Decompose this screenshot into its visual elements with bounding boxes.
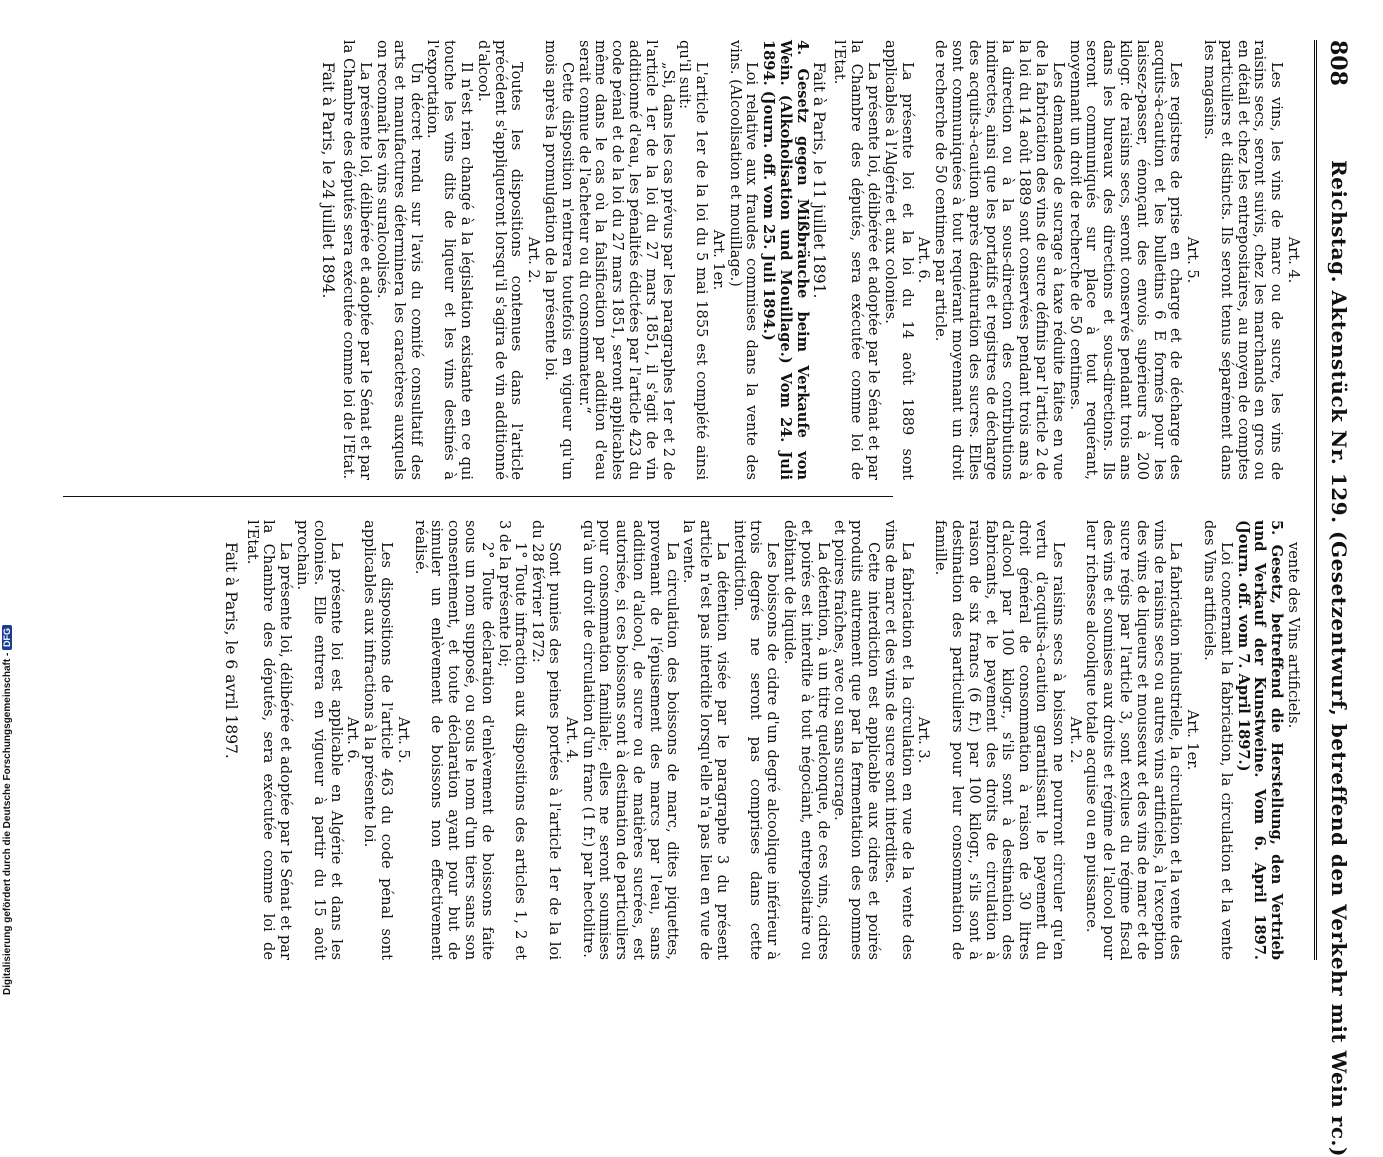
law-number: 5.: [1268, 520, 1286, 536]
article-heading: Art. 1er.: [709, 229, 727, 291]
page-number: 808: [1325, 40, 1351, 86]
signoff-line: Fait à Paris, le 24 juillet 1894.: [318, 62, 337, 299]
law-title-text: Gesetz, betreffend die Herstellung, den Vertrieb und Verkauf der Kunstweine. Vom 6. April 1897. (Journ. off. vom 7. April 1897.): [1234, 520, 1286, 960]
paragraph: La présente loi, délibérée et adoptée par le Sénat et par la Chambre des députés, sera exécutée comme loi de l'Etat.: [243, 520, 295, 960]
law-number: 4.: [793, 40, 811, 56]
paragraph: Les demandes de sucrage à taxe réduite faites en vue de la fabrication des vins de sucre définis par l'article 2 de la loi du 14 août 1889 sont conservées pendant trois ans à la direction ou à la sous-direction des contributions indirectes, ainsi que les portatifs et registres de décharge des acquits-à-caution après dénaturation des sucres. Elles sont communiquées à tout requérant moyennant un droit de recherche de 50 centimes par article.: [932, 40, 1067, 480]
paragraph: La présente loi est applicable en Algérie et dans les colonies. Elle entrera en vigueur à partir du 15 août prochain.: [293, 520, 345, 960]
paragraph: Les raisins secs à boisson ne pourront circuler qu'en vertu d'acquits-à-caution garantissant le payement du droit général de consommation à raison de 30 litres d'alcool par 100 kilogr., s'ils sont à destination des fabricants, et le payement des droits de circulation à raison de six francs (6 fr.) par 100 kilogr., s'ils sont à destination des particuliers pour leur consommation de famille.: [932, 520, 1067, 960]
paragraph: Cette disposition n'entrera toutefois en vigueur qu'un mois après la promulgation de la présente loi.: [541, 40, 576, 480]
paragraph: La présente loi, délibérée et adoptée par le Sénat et par la Chambre des députés, sera exécutée comme loi de l'Etat.: [831, 40, 883, 480]
digitization-credit: [2, 615, 16, 995]
paragraph: La détention, à un titre quelconque, de ces vins, cidres et poirés est interdite à tout négociant, entrepositaire ou débitant de liquide.: [781, 520, 832, 960]
paragraph: La présente loi et la loi du 14 août 1889 sont applicables à l'Algérie et aux colonies.: [881, 40, 916, 480]
article-heading: Art. 4.: [562, 716, 580, 764]
paragraph: La détention visée par le paragraphe 3 du présent article n'est pas interdite lorsqu'elle n'a pas lieu en vue de la vente.: [680, 520, 731, 960]
paragraph: vente des Vins artificiels.: [1285, 542, 1302, 729]
paragraph: Un décret rendu sur l'avis du comité consultatif des arts et manufactures déterminera les caractères auxquels on reconnaît les vins suralcoolisés.: [373, 40, 425, 480]
article-heading: Art. 5.: [394, 716, 412, 764]
article-heading: Art. 6.: [344, 716, 362, 764]
paragraph: Loi concernant la fabrication, la circulation et la vente des Vins artificiels.: [1201, 520, 1235, 960]
paragraph: Loi relative aux fraudes commises dans la vente des vins. (Alcoolisation et mouillage.): [726, 40, 761, 480]
paragraph: Les dispositions de l'article 463 du code pénal sont applicables aux infractions à la présente loi.: [361, 520, 395, 960]
signoff-line: Fait à Paris, le 6 avril 1897.: [221, 542, 240, 759]
page-header: [1314, 40, 1353, 1157]
paragraph: La fabrication industrielle, la circulation et la vente des vins de raisins secs ou autres vins artificiels, à l'exception des vins de liqueurs et mousseux et des vins de marc et de sucre régis par l'article 3, sont exclues du régime fiscal des vins et soumises aux droits et régime de l'alcool pour leur richesse alcoolique totale acquise ou en puissance.: [1083, 520, 1185, 960]
paragraph: La circulation des boissons de marc, dites piquettes, provenant de l'épuisement des marcs par l'eau, sans addition d'alcool, de sucre ou de matières sucrées, est autorisée, si ces boissons sont à destination de particuliers pour consommation familiale; elles ne seront soumises qu'à un droit de circulation d'un franc (1 fr.) par hectolitre.: [579, 520, 681, 960]
paragraph: Sont punies des peines portées à l'article 1er de la loi du 28 février 1872:: [529, 520, 563, 960]
paragraph: Les boissons de cidre d'un degré alcoolique inférieur à trois degrés ne seront pas comprises dans cette interdiction.: [730, 520, 782, 960]
article-heading: Art. 6.: [915, 236, 933, 284]
paragraph: Les registres de prise en charge et de décharge des acquits-à-caution et les bulletins 6 E formés pour les laissez-passer, énonçant des envois supérieurs à 200 kilogr. de raisins secs, seront conservés pendant trois ans dans les bureaux des directions et sous-directions. Ils seront communiqués sur place à tout requérant, moyennant un droit de recherche de 50 centimes.: [1066, 40, 1185, 480]
paragraph: Cette interdiction est applicable aux cidres et poirés produits autrement que par la fermentation des pommes et poires fraîches, avec ou sans sucrage.: [831, 520, 883, 960]
paragraph: Il n'est rien changé à la législation existante en ce qui touche les vins dits de liqueur et les vins destinés à l'exportation.: [424, 40, 475, 480]
paragraph: L'article 1er de la loi du 5 mai 1855 est complété ainsi qu'il suit:: [676, 40, 711, 480]
article-heading: Art. 2.: [1066, 716, 1084, 764]
dfg-logo-icon: DFG: [2, 625, 12, 650]
credit-text: Digitalisierung gefördert durch die Deutsche Forschungsgemeinschaft -: [2, 652, 13, 995]
article-heading: Art. 5.: [1184, 236, 1202, 284]
paragraph: La présente loi, délibérée et adoptée par le Sénat et par la Chambre des députés sera exécutée comme loi de l'Etat.: [340, 40, 375, 480]
paragraph: 1° Toute infraction aux dispositions des articles 1, 2 et 3 de la présente loi;: [495, 520, 530, 960]
running-head: Reichstag. Aktenstück Nr. 129. (Gesetzentwurf, betreffend den Verkehr mit Wein rc.): [1327, 160, 1351, 1157]
article-heading: Art. 2.: [525, 236, 543, 284]
article-heading: Art. 4.: [1285, 236, 1302, 284]
right-text-column: [222, 520, 1301, 960]
paragraph: „Si, dans les cas prévus par les paragraphes 1er et 2 de l'article 1er de la loi du 27 mars 1851, il s'agit de vin additionné d'eau, les pénalités édictées par l'article 423 du code pénal et de la loi du 27 mars 1851, seront applicables même dans le cas où la falsification par addition d'eau serait connue de l'acheteur ou du consommateur.“: [575, 40, 677, 480]
signoff-line: Fait à Paris, le 11 juillet 1891.: [809, 62, 828, 299]
paragraph: 2° Toute déclaration d'enlèvement de boissons faite sous un nom supposé, ou sous le nom d'un tiers sans son consentement, et toute déclaration ayant pour but de simuler un enlèvement de boissons non effectivement réalisé.: [411, 520, 496, 960]
paragraph: Les vins, les vins de marc ou de sucre, les vins de raisins secs, seront suivis, chez les marchands en gros ou en détail et chez les entrepositaires, au moyen de comptes particuliers et distincts. Ils seront tenus séparément dans les magasins.: [1201, 40, 1286, 480]
law-title: [1234, 520, 1284, 960]
paragraph: La fabrication et la circulation en vue de la vente des vins de marc et des vins de sucre sont interdites.: [881, 520, 916, 960]
paragraph: Toutes les dispositions contenues dans l'article précédent s'appliqueront lorsqu'il s'agira de vin additionné d'alcool.: [474, 40, 526, 480]
article-heading: Art. 1er.: [1184, 709, 1202, 771]
law-title: [760, 40, 810, 480]
law-title-text: Gesetz gegen Mißbräuche beim Verkaufe von Wein. (Alkoholisation und Mouillage.) Vom 24. Juli 1894. (Journ. off. vom 25. Juli 1894.): [760, 40, 811, 480]
left-text-column: [319, 40, 1301, 480]
article-heading: Art. 3.: [915, 716, 933, 764]
column-divider: [63, 496, 893, 497]
